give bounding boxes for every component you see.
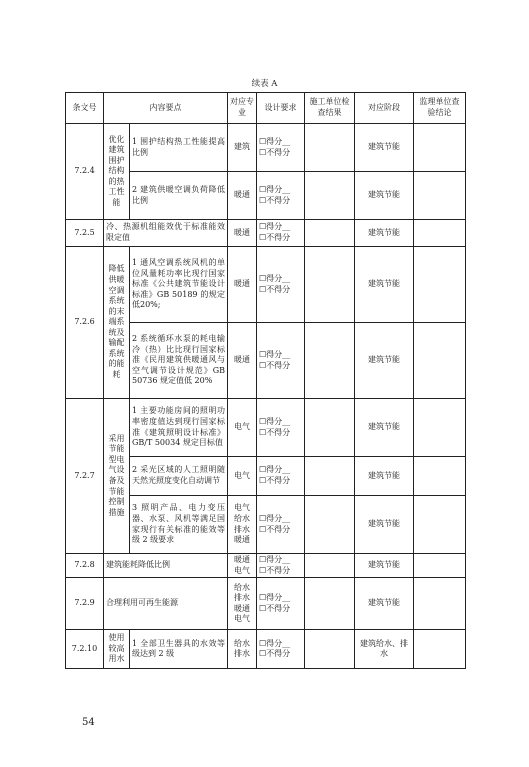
stage-cell: 建筑节能 xyxy=(355,496,414,554)
score-option: ☐得分__ xyxy=(259,349,291,359)
no-score-option: ☐不得分 xyxy=(259,195,291,205)
score-option: ☐得分__ xyxy=(259,136,291,146)
major-cell: 暖通 xyxy=(228,220,257,247)
table-row xyxy=(66,247,466,323)
contractor-result-cell xyxy=(305,247,355,323)
clause-cell: 7.2.9 xyxy=(66,578,104,630)
contractor-result-cell xyxy=(305,399,355,457)
supervisor-cell xyxy=(414,630,466,669)
no-score-option: ☐不得分 xyxy=(259,649,291,659)
score-option: ☐得分__ xyxy=(259,555,291,564)
stage-cell: 建筑节能 xyxy=(355,247,414,323)
contractor-result-cell xyxy=(305,172,355,220)
requirement-cell xyxy=(257,630,305,669)
no-score-option: ☐不得分 xyxy=(259,603,291,613)
contractor-result-cell xyxy=(305,630,355,669)
major-water-supply: 给水 xyxy=(234,582,250,592)
contractor-result-cell xyxy=(305,220,355,247)
major-hvac: 暖通 xyxy=(234,603,250,613)
contractor-result-cell xyxy=(305,496,355,554)
no-score-option: ☐不得分 xyxy=(259,147,291,157)
item-cell: 1 围护结构热工性能提高比例 xyxy=(130,124,228,172)
major-cell xyxy=(228,630,257,669)
contractor-result-cell xyxy=(305,554,355,578)
header-supervisor-conclusion: 监理单位查验结论 xyxy=(414,93,466,124)
major-electrical: 电气 xyxy=(234,503,250,513)
content-cell: 合理利用可再生能源 xyxy=(104,578,228,630)
no-score-option: ☐不得分 xyxy=(259,524,291,534)
no-score-option: ☐不得分 xyxy=(259,284,291,294)
stage-cell: 建筑节能 xyxy=(355,554,414,578)
table-row xyxy=(66,578,466,630)
no-score-option: ☐不得分 xyxy=(259,233,291,242)
item-cell: 1 通风空调系统风机的单位风量耗功率比现行国家标准《公共建筑节能设计标准》GB 50189 的规定低20%; xyxy=(130,247,228,323)
table-row xyxy=(66,554,466,578)
page-number: 54 xyxy=(82,717,95,728)
item-cell: 2 建筑供暖空调负荷降低比例 xyxy=(130,172,228,220)
group-cell: 使用较高用水 xyxy=(104,630,130,669)
clause-cell: 7.2.10 xyxy=(66,630,104,669)
major-cell: 暖通 xyxy=(228,247,257,323)
major-drainage: 排水 xyxy=(234,649,250,659)
header-stage: 对应阶段 xyxy=(355,93,414,124)
contractor-result-cell xyxy=(305,578,355,630)
score-option: ☐得分__ xyxy=(259,184,291,194)
item-cell: 1 主要功能房间的照明功率密度值达到现行国家标准《建筑照明设计标准》GB/T 50034 规定目标值 xyxy=(130,399,228,457)
major-hvac: 暖通 xyxy=(234,535,250,545)
no-score-option: ☐不得分 xyxy=(259,427,291,437)
major-electrical: 电气 xyxy=(234,614,250,624)
contractor-result-cell xyxy=(305,124,355,172)
score-option: ☐得分__ xyxy=(259,273,291,283)
stage-cell: 建筑节能 xyxy=(355,172,414,220)
group-cell: 优化建筑围护结构的热工性能 xyxy=(104,124,130,220)
requirement-cell xyxy=(257,323,305,399)
item-cell: 3 照明产品、电力变压器、水泵、风机等满足国家现行有关标准的能效等级 2 级要求 xyxy=(130,496,228,554)
no-score-option: ☐不得分 xyxy=(259,476,291,485)
header-requirement: 设计要求 xyxy=(257,93,305,124)
score-option: ☐得分__ xyxy=(259,593,291,603)
table-row xyxy=(66,399,466,457)
major-cell: 暖通 xyxy=(228,323,257,399)
major-cell xyxy=(228,554,257,578)
major-cell: 建筑 xyxy=(228,124,257,172)
contractor-result-cell xyxy=(305,457,355,496)
stage-cell: 建筑节能 xyxy=(355,124,414,172)
header-content: 内容要点 xyxy=(104,93,228,124)
score-option: ☐得分__ xyxy=(259,222,291,232)
stage-cell: 建筑节能 xyxy=(355,399,414,457)
stage-cell: 建筑节能 xyxy=(355,323,414,399)
contractor-result-cell xyxy=(305,323,355,399)
content-cell: 建筑能耗降低比例 xyxy=(104,554,228,578)
supervisor-cell xyxy=(414,247,466,323)
requirement-cell xyxy=(257,247,305,323)
major-drainage: 排水 xyxy=(234,593,250,603)
major-cell: 暖通 xyxy=(228,172,257,220)
header-clause: 条文号 xyxy=(66,93,104,124)
stage-cell: 建筑给水、排水 xyxy=(355,630,414,669)
score-option: ☐得分__ xyxy=(259,513,291,523)
content-cell: 冷、热源机组能效优于标准能效限定值 xyxy=(104,220,228,247)
supervisor-cell xyxy=(414,220,466,247)
score-option: ☐得分__ xyxy=(259,638,291,648)
major-cell: 电气 xyxy=(228,457,257,496)
major-electrical: 电气 xyxy=(234,565,250,575)
requirement-cell xyxy=(257,554,305,578)
table-row xyxy=(66,630,466,669)
stage-cell: 建筑节能 xyxy=(355,220,414,247)
score-option: ☐得分__ xyxy=(259,465,291,475)
requirement-cell xyxy=(257,220,305,247)
supervisor-cell xyxy=(414,496,466,554)
group-cell: 采用节能型电气设备及节能控制措施 xyxy=(104,399,130,554)
major-drainage: 排水 xyxy=(234,524,250,534)
header-contractor-result: 施工单位检查结果 xyxy=(305,93,355,124)
header-major: 对应专业 xyxy=(228,93,257,124)
clause-cell: 7.2.5 xyxy=(66,220,104,247)
supervisor-cell xyxy=(414,578,466,630)
clause-cell: 7.2.7 xyxy=(66,399,104,554)
major-hvac: 暖通 xyxy=(234,555,250,564)
requirement-cell xyxy=(257,578,305,630)
header-row xyxy=(66,93,466,124)
clause-cell: 7.2.6 xyxy=(66,247,104,399)
group-cell: 降低供暖空调系统的末端系统及输配系统的能耗 xyxy=(104,247,130,399)
requirement-cell xyxy=(257,457,305,496)
clause-cell: 7.2.4 xyxy=(66,124,104,220)
no-score-option: ☐不得分 xyxy=(259,360,291,370)
supervisor-cell xyxy=(414,323,466,399)
clause-cell: 7.2.8 xyxy=(66,554,104,578)
major-water-supply: 给水 xyxy=(234,513,250,523)
stage-cell: 建筑节能 xyxy=(355,457,414,496)
requirement-cell xyxy=(257,124,305,172)
supervisor-cell xyxy=(414,172,466,220)
table-caption: 续表 A xyxy=(251,79,278,89)
item-cell: 2 系统循环水泵的耗电输冷（热）比比现行国家标准《民用建筑供暖通风与空气调节设计规范》GB 50736 规定值低 20% xyxy=(130,323,228,399)
supervisor-cell xyxy=(414,124,466,172)
item-cell: 1 全部卫生器具的水效等级达到 2 级 xyxy=(130,630,228,669)
requirement-cell xyxy=(257,399,305,457)
major-water-supply: 给水 xyxy=(234,638,250,648)
requirement-cell xyxy=(257,496,305,554)
acceptance-table xyxy=(65,92,466,669)
supervisor-cell xyxy=(414,399,466,457)
item-cell: 2 采光区域的人工照明随天然光照度变化自动调节 xyxy=(130,457,228,496)
supervisor-cell xyxy=(414,554,466,578)
major-cell xyxy=(228,578,257,630)
stage-cell: 建筑节能 xyxy=(355,578,414,630)
table-row xyxy=(66,124,466,172)
table-row xyxy=(66,220,466,247)
major-cell: 电气 xyxy=(228,399,257,457)
major-cell xyxy=(228,496,257,554)
score-option: ☐得分__ xyxy=(259,416,291,426)
requirement-cell xyxy=(257,172,305,220)
supervisor-cell xyxy=(414,457,466,496)
no-score-option: ☐不得分 xyxy=(259,565,291,575)
